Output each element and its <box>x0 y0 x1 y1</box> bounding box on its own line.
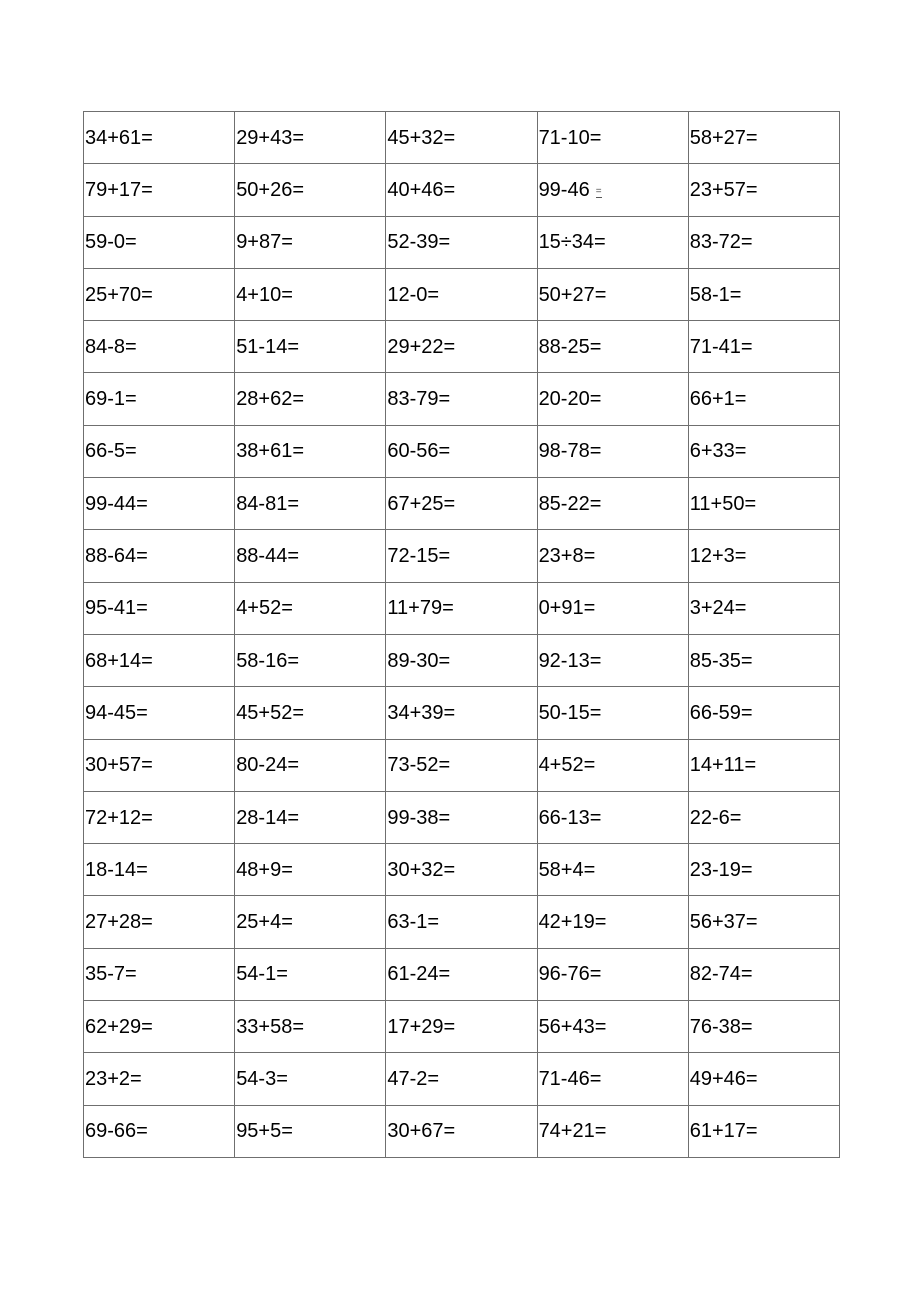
problem-cell <box>386 844 537 896</box>
problem-cell <box>537 1001 688 1053</box>
problem-cell <box>688 896 839 948</box>
problem-cell <box>537 844 688 896</box>
problem-text: 82-74= <box>689 963 753 986</box>
problem-cell <box>235 1001 386 1053</box>
problem-cell <box>688 478 839 530</box>
problem-text: 54-3= <box>236 1067 288 1090</box>
problem-text: 69-1= <box>85 388 137 411</box>
problem-cell <box>537 582 688 634</box>
problem-cell <box>235 425 386 477</box>
problem-text: 4+10= <box>236 283 293 306</box>
problem-cell <box>688 216 839 268</box>
worksheet-row <box>84 1001 840 1053</box>
problem-cell <box>537 530 688 582</box>
problem-text: 50+26= <box>236 178 305 201</box>
problem-cell <box>386 739 537 791</box>
problem-text: 20-20= <box>538 388 602 411</box>
problem-text: 66-13= <box>538 806 602 829</box>
problem-text: 83-79= <box>387 388 451 411</box>
problem-text: 52-39= <box>387 231 451 254</box>
problem-text: 12+3= <box>689 545 747 568</box>
problem-cell <box>84 425 235 477</box>
problem-cell <box>235 687 386 739</box>
problem-text: 45+52= <box>236 701 305 724</box>
problem-text: 30+32= <box>387 858 456 881</box>
problem-cell <box>386 112 537 164</box>
worksheet-row <box>84 268 840 320</box>
problem-cell <box>386 791 537 843</box>
problem-text: 25+70= <box>85 283 153 306</box>
problem-text: 83-72= <box>689 231 753 254</box>
worksheet-row <box>84 948 840 1000</box>
problem-cell <box>84 582 235 634</box>
problem-text: 66+1= <box>689 388 747 411</box>
worksheet-row <box>84 687 840 739</box>
problem-cell <box>688 1105 839 1157</box>
worksheet-row <box>84 321 840 373</box>
problem-text: 74+21= <box>538 1120 607 1143</box>
problem-cell <box>84 268 235 320</box>
problem-text: 4+52= <box>538 754 596 777</box>
problem-text: 94-45= <box>85 701 148 724</box>
problem-text: 22-6= <box>689 806 742 829</box>
problem-cell <box>537 739 688 791</box>
problem-cell <box>386 373 537 425</box>
problem-cell <box>386 948 537 1000</box>
problem-text: 14+11= <box>689 754 757 777</box>
problem-text: 66-59= <box>689 701 753 724</box>
problem-text: 28+62= <box>236 388 305 411</box>
problem-text: 30+57= <box>85 754 153 777</box>
problem-cell <box>386 1001 537 1053</box>
problem-cell <box>235 791 386 843</box>
problem-cell <box>84 948 235 1000</box>
worksheet-row <box>84 112 840 164</box>
problem-text: 9+87= <box>236 231 293 254</box>
problem-cell <box>688 948 839 1000</box>
problem-cell <box>688 1001 839 1053</box>
problem-cell <box>235 1105 386 1157</box>
problem-text: 17+29= <box>387 1015 456 1038</box>
worksheet-row <box>84 1105 840 1157</box>
problem-cell <box>386 478 537 530</box>
problem-cell <box>688 687 839 739</box>
problem-text: 6+33= <box>689 440 747 463</box>
problem-text: 71-10= <box>538 126 602 149</box>
problem-cell <box>235 112 386 164</box>
problem-text: 45+32= <box>387 126 456 149</box>
problem-cell <box>537 948 688 1000</box>
problem-text: 12-0= <box>387 283 440 306</box>
problem-cell <box>235 582 386 634</box>
problem-cell <box>84 739 235 791</box>
problem-text: 27+28= <box>85 911 153 934</box>
problem-cell <box>84 164 235 216</box>
problem-cell <box>386 1105 537 1157</box>
worksheet-row <box>84 896 840 948</box>
worksheet-row <box>84 164 840 216</box>
worksheet-row <box>84 478 840 530</box>
arithmetic-worksheet-table <box>83 111 840 1158</box>
problem-cell <box>537 896 688 948</box>
problem-cell <box>537 478 688 530</box>
problem-cell <box>688 791 839 843</box>
problem-cell <box>84 896 235 948</box>
problem-text: 59-0= <box>85 231 137 254</box>
problem-cell <box>537 112 688 164</box>
problem-text: 95+5= <box>236 1120 293 1143</box>
problem-text: 63-1= <box>387 911 440 934</box>
problem-cell <box>386 216 537 268</box>
problem-cell <box>537 687 688 739</box>
problem-text: 68+14= <box>85 649 153 672</box>
problem-cell <box>84 321 235 373</box>
problem-cell <box>386 634 537 686</box>
problem-cell <box>386 425 537 477</box>
worksheet-row <box>84 373 840 425</box>
problem-cell <box>537 1053 688 1105</box>
problem-cell <box>235 948 386 1000</box>
problem-text: 84-81= <box>236 492 300 515</box>
problem-cell <box>84 1105 235 1157</box>
problem-text: 49+46= <box>689 1067 758 1090</box>
worksheet-row <box>84 739 840 791</box>
problem-text: 58-1= <box>689 283 742 306</box>
problem-text: 89-30= <box>387 649 451 672</box>
problem-text: 72-15= <box>387 545 451 568</box>
problem-cell <box>84 530 235 582</box>
problem-text: 0+91= <box>538 597 596 620</box>
problem-cell <box>235 844 386 896</box>
problem-cell <box>537 321 688 373</box>
problem-text: 60-56= <box>387 440 451 463</box>
problem-text: 61+17= <box>689 1120 758 1143</box>
problem-text: 85-22= <box>538 492 602 515</box>
worksheet-row <box>84 1053 840 1105</box>
problem-cell <box>688 112 839 164</box>
problem-text: 23+57= <box>689 178 758 201</box>
worksheet-body <box>84 112 840 1158</box>
problem-text: 72+12= <box>85 806 153 829</box>
problem-cell <box>386 687 537 739</box>
problem-text: 23+8= <box>538 545 596 568</box>
problem-text: 88-64= <box>85 545 148 568</box>
problem-text: 71-41= <box>689 335 753 358</box>
problem-cell <box>688 373 839 425</box>
problem-text: 58-16= <box>236 649 300 672</box>
problem-cell <box>84 216 235 268</box>
problem-text: 3+24= <box>689 597 747 620</box>
problem-cell <box>688 739 839 791</box>
problem-text: 29+43= <box>236 126 305 149</box>
problem-cell <box>235 1053 386 1105</box>
problem-text: 30+67= <box>387 1120 456 1143</box>
problem-text: 51-14= <box>236 335 300 358</box>
problem-text: 71-46= <box>538 1067 602 1090</box>
problem-cell <box>235 373 386 425</box>
problem-cell <box>537 164 688 216</box>
problem-cell <box>688 582 839 634</box>
problem-cell <box>84 478 235 530</box>
problem-text: 34+39= <box>387 701 456 724</box>
problem-cell <box>235 321 386 373</box>
problem-cell <box>537 373 688 425</box>
problem-cell <box>688 1053 839 1105</box>
small-equals-mark: = <box>595 186 602 198</box>
problem-cell <box>235 634 386 686</box>
problem-text: 35-7= <box>85 963 137 986</box>
problem-text: 69-66= <box>85 1120 148 1143</box>
problem-text: 47-2= <box>387 1067 440 1090</box>
problem-cell <box>688 634 839 686</box>
problem-text: 50+27= <box>538 283 607 306</box>
problem-cell <box>235 268 386 320</box>
problem-cell <box>386 321 537 373</box>
problem-text: 92-13= <box>538 649 602 672</box>
problem-text: 54-1= <box>236 963 288 986</box>
problem-cell <box>688 844 839 896</box>
problem-text: 25+4= <box>236 911 293 934</box>
problem-text: 11+79= <box>387 597 454 620</box>
problem-cell <box>84 1053 235 1105</box>
problem-text: 99-44= <box>85 492 148 515</box>
problem-text: 95-41= <box>85 597 148 620</box>
problem-text: 11+50= <box>689 492 757 515</box>
problem-text: 76-38= <box>689 1015 753 1038</box>
problem-text: 38+61= <box>236 440 305 463</box>
problem-text: 33+58= <box>236 1015 305 1038</box>
problem-text: 18-14= <box>85 858 148 881</box>
problem-text: 67+25= <box>387 492 456 515</box>
problem-cell <box>235 164 386 216</box>
problem-cell <box>235 216 386 268</box>
worksheet-row <box>84 582 840 634</box>
problem-cell <box>235 530 386 582</box>
problem-text: 80-24= <box>236 754 300 777</box>
problem-cell <box>537 425 688 477</box>
problem-cell <box>235 478 386 530</box>
worksheet-row <box>84 634 840 686</box>
problem-cell <box>84 791 235 843</box>
worksheet-row <box>84 844 840 896</box>
problem-cell <box>386 268 537 320</box>
problem-cell <box>537 791 688 843</box>
problem-cell <box>235 896 386 948</box>
problem-text: 66-5= <box>85 440 137 463</box>
problem-cell <box>84 687 235 739</box>
problem-text: 28-14= <box>236 806 300 829</box>
problem-cell <box>84 1001 235 1053</box>
problem-cell <box>386 582 537 634</box>
problem-cell <box>537 634 688 686</box>
problem-cell <box>84 634 235 686</box>
problem-text: 96-76= <box>538 963 602 986</box>
problem-text: 29+22= <box>387 335 456 358</box>
problem-text: 56+37= <box>689 911 758 934</box>
problem-text: 58+27= <box>689 126 758 149</box>
worksheet-row <box>84 791 840 843</box>
problem-cell <box>84 373 235 425</box>
problem-text: 61-24= <box>387 963 451 986</box>
problem-text: 85-35= <box>689 649 753 672</box>
problem-text: 48+9= <box>236 858 293 881</box>
problem-text: 79+17= <box>85 178 153 201</box>
problem-cell <box>688 530 839 582</box>
problem-cell <box>235 739 386 791</box>
problem-text: 56+43= <box>538 1015 607 1038</box>
problem-text: 88-44= <box>236 545 300 568</box>
problem-text: 40+46= <box>387 178 456 201</box>
problem-text: 50-15= <box>538 701 602 724</box>
problem-cell <box>386 1053 537 1105</box>
worksheet-row <box>84 216 840 268</box>
problem-text: 23-19= <box>689 858 753 881</box>
problem-cell <box>537 216 688 268</box>
problem-text: 99-46 <box>538 178 590 201</box>
problem-cell <box>537 1105 688 1157</box>
problem-text: 34+61= <box>85 126 153 149</box>
problem-cell <box>84 112 235 164</box>
problem-text: 99-38= <box>387 806 451 829</box>
worksheet-row <box>84 530 840 582</box>
worksheet-row <box>84 425 840 477</box>
problem-cell <box>688 425 839 477</box>
problem-text: 84-8= <box>85 335 137 358</box>
problem-cell <box>386 530 537 582</box>
problem-text: 98-78= <box>538 440 602 463</box>
problem-text: 58+4= <box>538 858 596 881</box>
problem-cell <box>84 844 235 896</box>
problem-text: 88-25= <box>538 335 602 358</box>
problem-cell <box>386 164 537 216</box>
problem-text: 23+2= <box>85 1067 142 1090</box>
problem-cell <box>537 268 688 320</box>
problem-text: 4+52= <box>236 597 293 620</box>
problem-text: 42+19= <box>538 911 607 934</box>
problem-cell <box>386 896 537 948</box>
problem-cell <box>688 268 839 320</box>
problem-cell <box>688 164 839 216</box>
problem-text: 15÷34= <box>538 231 606 254</box>
problem-cell <box>688 321 839 373</box>
problem-text: 73-52= <box>387 754 451 777</box>
problem-text: 62+29= <box>85 1015 153 1038</box>
